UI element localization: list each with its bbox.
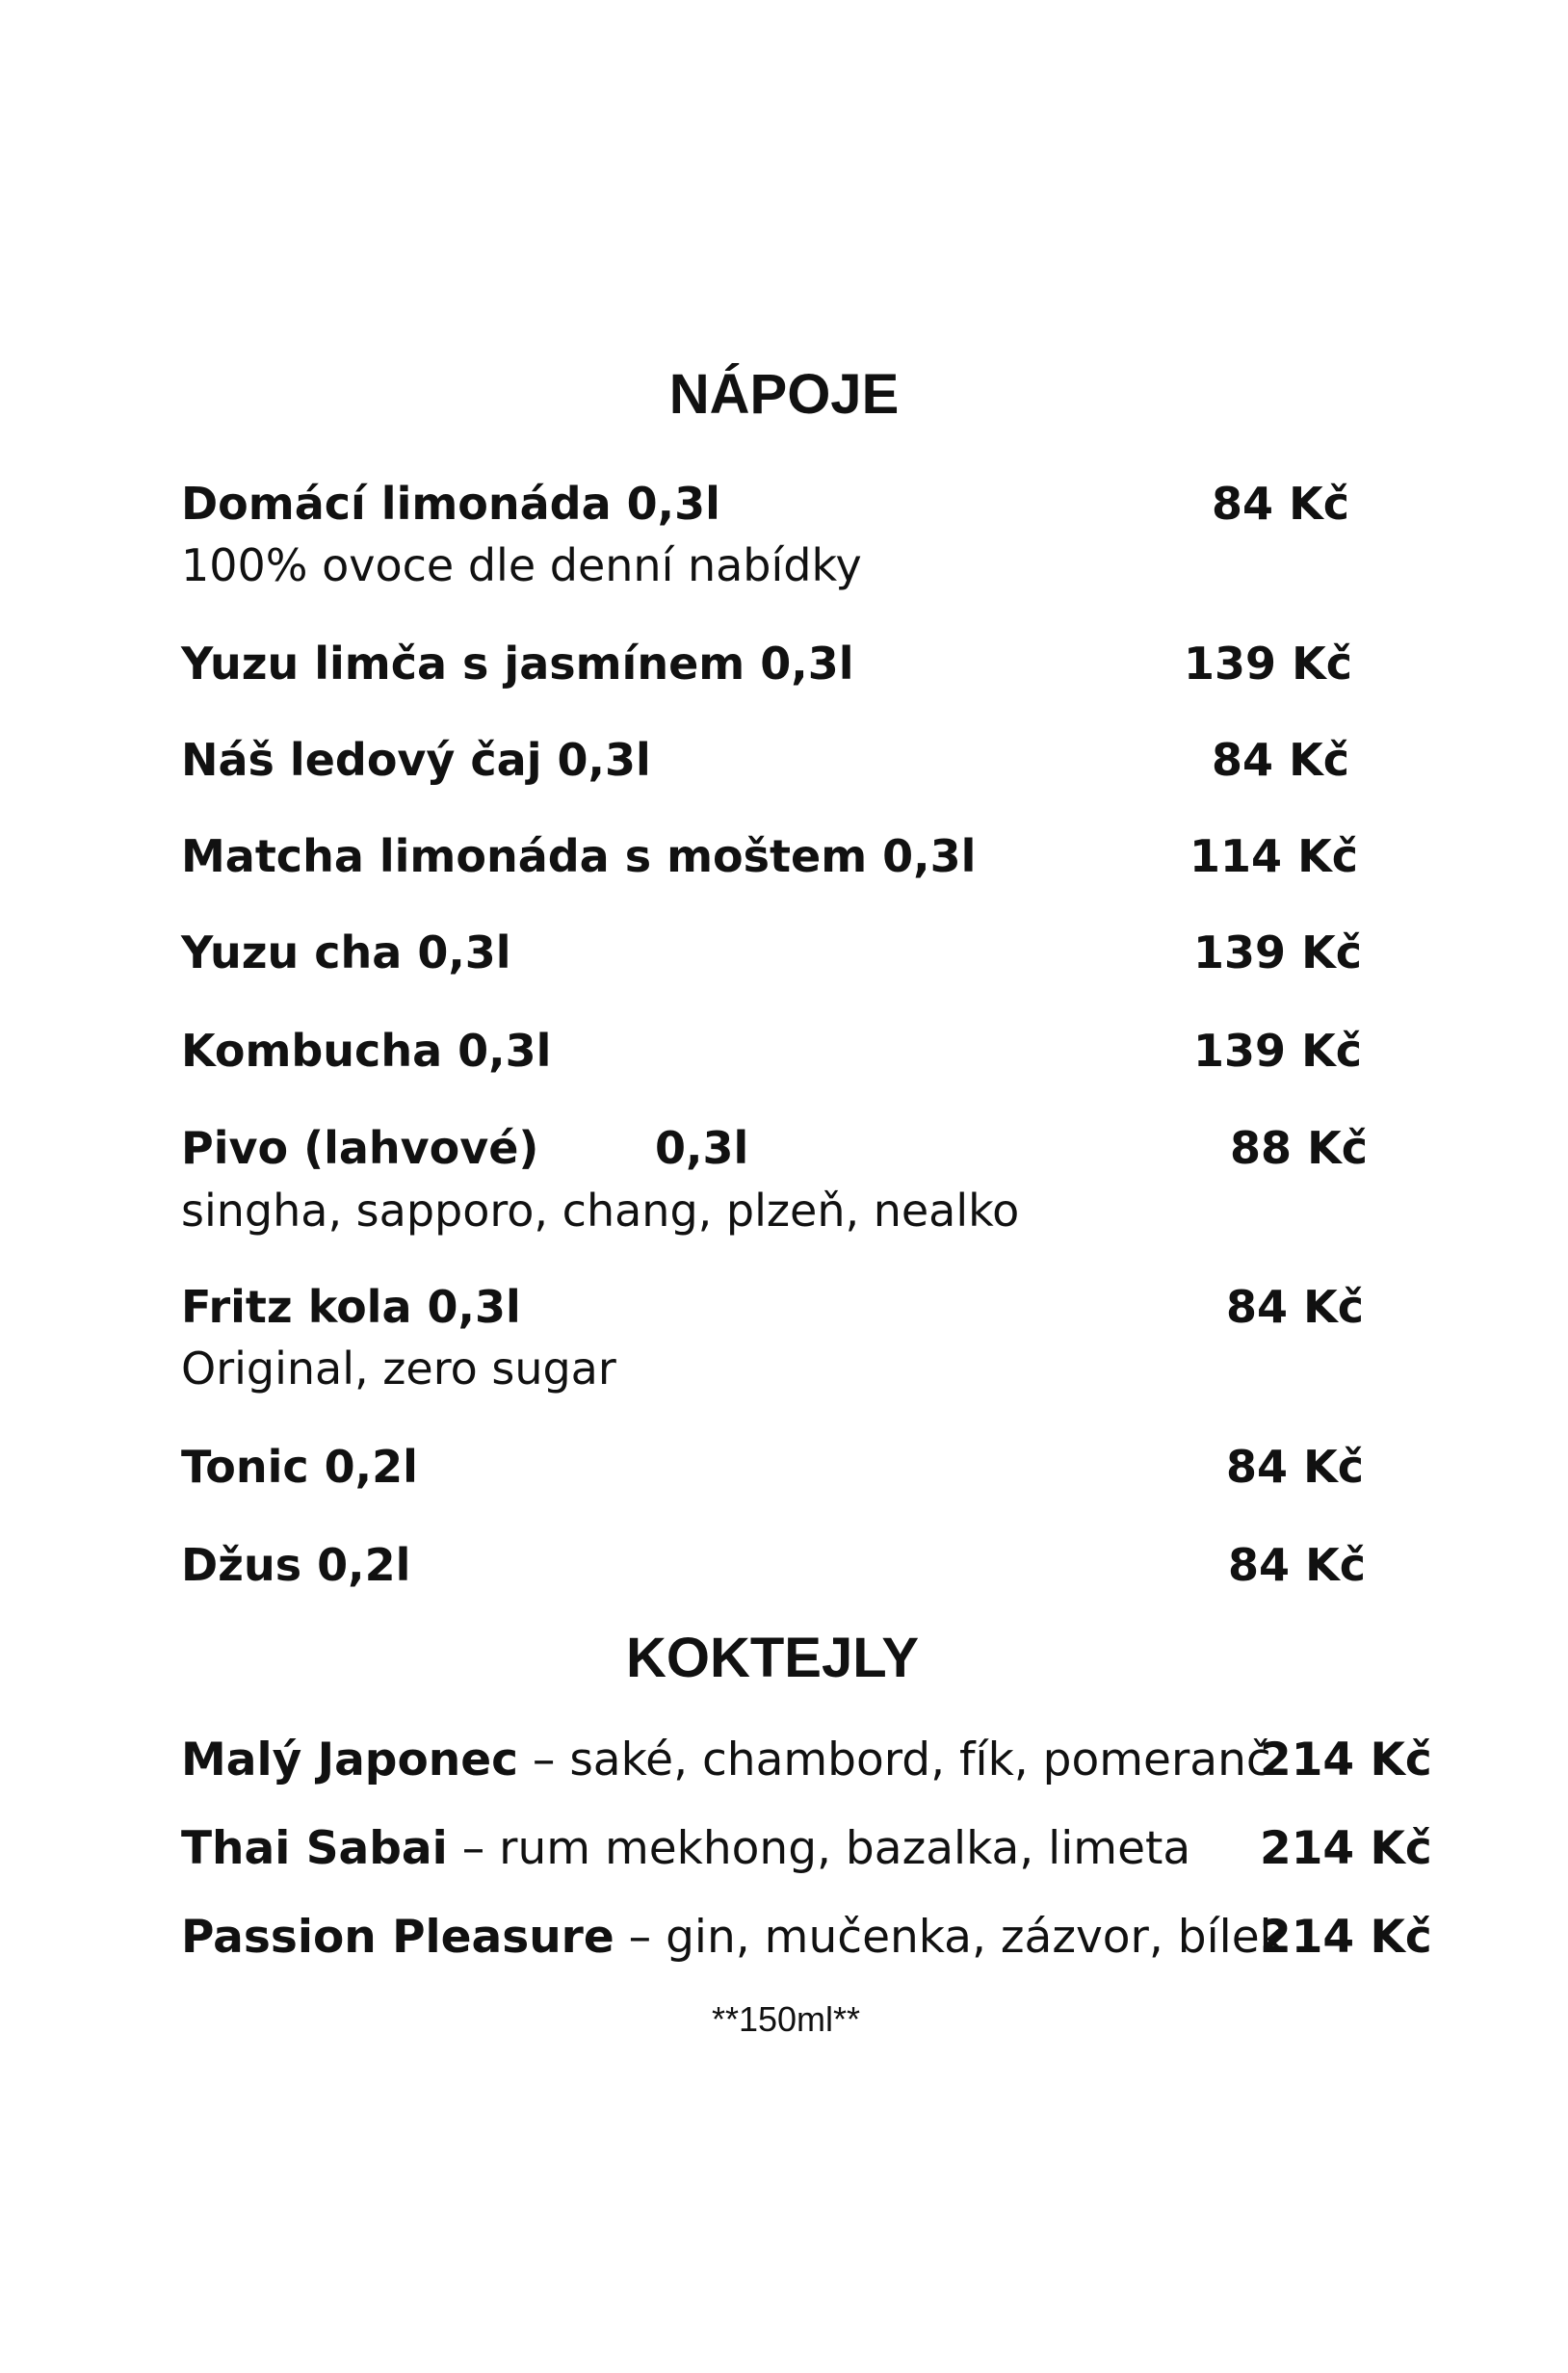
cocktail-ingredients: – gin, mučenka, zázvor, bílek bbox=[614, 1911, 1286, 1964]
volume-note: **150ml** bbox=[711, 1999, 861, 2039]
cocktail-name: Malý Japonec bbox=[181, 1734, 518, 1786]
drink-price: 84 Kč bbox=[1228, 1539, 1366, 1591]
drink-price: 84 Kč bbox=[1226, 1441, 1364, 1493]
drink-name: Náš ledový čaj 0,3l bbox=[181, 734, 651, 786]
drink-name: Matcha limonáda s moštem 0,3l bbox=[181, 830, 977, 882]
drink-name: Fritz kola 0,3l bbox=[181, 1281, 521, 1333]
cocktail-name: Thai Sabai bbox=[181, 1822, 448, 1875]
cocktail-ingredients: – rum mekhong, bazalka, limeta bbox=[447, 1822, 1191, 1875]
cocktail-ingredients: – saké, chambord, fík, pomeranč bbox=[517, 1734, 1271, 1786]
drink-description: 100% ovoce dle denní nabídky bbox=[181, 539, 862, 591]
cocktail-price: 214 Kč bbox=[1260, 1734, 1432, 1786]
drink-name: Tonic 0,2l bbox=[181, 1441, 418, 1493]
cocktail-item bbox=[181, 1822, 1190, 1875]
cocktail-price: 214 Kč bbox=[1260, 1911, 1432, 1964]
drink-price: 139 Kč bbox=[1184, 638, 1352, 690]
cocktail-item bbox=[181, 1734, 1271, 1786]
cocktail-name: Passion Pleasure bbox=[181, 1911, 614, 1964]
cocktail-price: 214 Kč bbox=[1260, 1822, 1432, 1875]
drink-name: Domácí limonáda 0,3l bbox=[181, 478, 720, 530]
drink-price: 114 Kč bbox=[1189, 830, 1358, 882]
drink-name: Kombucha 0,3l bbox=[181, 1025, 552, 1077]
drink-price: 84 Kč bbox=[1226, 1281, 1364, 1333]
drink-price: 139 Kč bbox=[1193, 1025, 1362, 1077]
cocktail-item bbox=[181, 1911, 1286, 1964]
drink-description: singha, sapporo, chang, plzeň, nealko bbox=[181, 1185, 1020, 1237]
drink-volume: 0,3l bbox=[655, 1122, 749, 1174]
drink-name: Pivo (lahvové) bbox=[181, 1122, 539, 1174]
drink-name: Yuzu cha 0,3l bbox=[181, 926, 511, 978]
drink-name: Džus 0,2l bbox=[181, 1539, 411, 1591]
drink-price: 84 Kč bbox=[1212, 734, 1349, 786]
drink-price: 139 Kč bbox=[1193, 926, 1362, 978]
drinks-heading: NÁPOJE bbox=[668, 363, 900, 426]
cocktails-heading: KOKTEJLY bbox=[625, 1627, 920, 1689]
drink-description: Original, zero sugar bbox=[181, 1343, 616, 1395]
drink-price: 84 Kč bbox=[1212, 478, 1349, 530]
drink-price: 88 Kč bbox=[1230, 1122, 1368, 1174]
drink-name: Yuzu limča s jasmínem 0,3l bbox=[181, 638, 854, 690]
